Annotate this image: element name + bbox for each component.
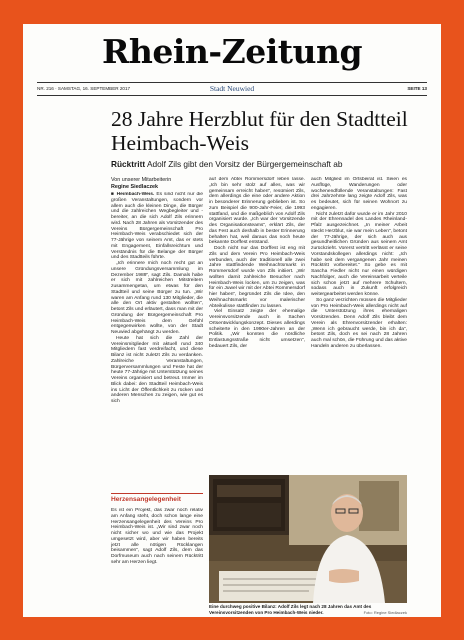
byline-author: Regine Siedlaczek [111,184,159,190]
issue-date: NR. 216 · SAMSTAG, 16. SEPTEMBER 2017 [37,86,131,91]
sidebar-heading: Herzensangelegenheit [111,496,181,503]
sidebar-rule [111,493,203,494]
paragraph: So ganz verzichten müssen die Mitglieder von Pro Heimbach-Weis allerdings nicht auf die Unterstützung ihres ehemaligen Vorsitzenden. Denn Adolf Zils bleibt dem Verein als Ehrenvorsitzender erhalten: „Wenn ich gebraucht werde, bin ich da“, betont Zils, doch es sei nach 28 Jahren auch mal schön, die Führung und das aktive Handeln anderen zu überlassen. [311,297,407,349]
section-name: Stadt Neuwied [209,84,255,93]
byline-line: Von unserer Mitarbeiterin [111,177,172,183]
portrait-photo [209,475,407,603]
paragraph: Es ist ein Projekt, das zwar noch relativ am Anfang steht, doch schon lange eine Herzensangelegenheit des Vereins Pro Heimbach-Weis ist. „Wir sind zwar noch nicht sicher wo und wie das Projekt umgesetzt wird, aber wir haben bereits jetzt alle nötigen Rücklangen beisammen“, sagt Adolf Zils, dem das Dorfmuseum auch nach seinem Rücktritt sehr am Herzen liegt. [111,508,203,565]
article-column-3 [311,177,407,469]
photo-illustration [209,475,407,603]
masthead: Rhein-Zeitung [101,32,363,71]
newspaper-page [23,24,441,617]
paragraph: Nicht zuletzt dafür wurde er im Jahr 2010 mit der Ehrennadel des Landes Rheinland-Pfalz ausgezeichnet. „In meiner Arbeit steckt Herzblut, sie war mein Leben“, betont der 77-Jährige, der sich auch aus gesundheitlichen Gründen aus seinem Amt zurückzieht. Vorerst vertritt verlässt er seine Vorstandskollegen allerdings nicht: „Ich habe seit dem vergangenen Jahr meinen Rücktritt vorbereitet.“ So gebe es mit Sascha Fiedler nicht nur einen würdigen Nachfolger, auch die Vereinsarbeit verteile sich schon jetzt auf mehrere Schultern, sodass auch in Zukunft erfolgreich weitergearbeitet werden könne. [311,211,407,297]
page-number: SEITE 13 [407,86,427,91]
article-column-1 [111,192,203,492]
dateline-place: ■ Heimbach-Weis. [111,192,155,197]
dateline [37,82,427,96]
kicker: Rücktritt [111,159,146,169]
subhead-text: Adolf Zils gibt den Vorsitz der Bürgergemeinschaft ab [146,159,343,169]
caption-text: Eine durchweg positive Bilanz: Adolf Zils legt nach 28 Jahren das Amt des Vereinsvorsitzenden von Pro Heimbach-Weis nieder. [209,604,372,615]
paragraph: Heute hat sich die Zahl der Vereinsmitglieder mit aktuell rund 340 Mitgliedern fast verdreifacht, und diese Bilanz ist nicht zuletzt Zils zu verdanken. Zahlreiche Veranstaltungen, Bürgerversammlungen und Feste hat der heute 77-Jährige mit Unterstützung seines Vereins organisiert und betreut. Immer im Blick dabei: den Stadtteil Heimbach-Weis ins Licht der Öffentlichkeit zu rücken und anderen Menschen zu zeigen, wie gut es sich [111,335,203,404]
subheadline [111,159,431,169]
sidebar-text [111,508,203,608]
headline: 28 Jahre Herzblut für den Stadtteil Heimbach-Weis [111,107,408,155]
paragraph: „Ich erinnere mich noch recht gut an unsere Gründungsversammlung im Dezember 1989“, sagt Zils. Damals habe er sich mit zahlreichen Mitstreitern zusammengetan, um etwas für den Stadtteil und seine Bürger zu tun. „Wir waren am Anfang rund 130 Mitglieder, die alle den Ort aktiv gestalten wollten“, betont Zils und erläutert, dass man mit der Gründung der Bürgergemeinschaft Pro Heimbach-Weis dem Gefühl entgegenwirken wollte, von der Stadt Neuwied abgehängt zu werden. [111,261,203,335]
paragraph: Viel Einsatz zeigte der ehemalige Vereinsvorsitzende auch in Sachen Ortsentwicklungskonzept. Dieses allerdings scheiterte in den 1990er-Jahren an der Politik. „Wir konnten die nördliche Entlastungsstraße nicht umsetzen“, bedauert Zils, der [209,309,305,349]
paragraph: Es sind nicht nur die großen Veranstaltungen, sondern vor allem auch die kleinen Dinge, die Bürger und die zahlreichen Wegbegleiter und -bereiter, an die sich Adolf Zils erinnern wird. Nach 28 Jahren als Vorsitzender des Vereins Bürgergemeinschaft Pro Heimbach-Weis verabschiedet sich der 77-Jährige von seinem Amt, das er stets mit Engagement, Einfallsreichtum und Verständnis für die Belange der Bürger und des Stadtteils führte. [111,192,203,261]
paragraph: Doch nicht nur das Dorffest ist eng mit Zils und dem Verein Pro Heimbach-Weis verbunden, auch der traditionell alle zwei Jahre stattfindende Weihnachtsmarkt in Rommersdorf wurde von Zils initiiert. „Wir wollten damit zahlreiche Besucher nach Heimbach-Weis locken, um zu zeigen, was für ein Juwel wir mit der Abtei Rommersdorf hier haben“, begründet Zils die Idee, den Weihnachtsmarkt vor malerischer Abteikulisse stattfinden zu lassen. [209,246,305,309]
paragraph: auch Mitglied im Ortsbeirat ist. Seien es Ausflüge, Wanderungen oder wochenendfüllende Veranstaltungen: Fast drei Jahrzehnte lang zeigte Adolf Zils, was es bedeutet, sich für seinen Wohnort zu engagieren. [311,177,407,211]
paragraph: auf dem Abtei Rommersdorf leben lasse. „Ich bin sehr stolz auf alles, was wir gemeinsam erreicht haben“, resümiert Zils, dem allerdings die eine oder andere Aktion in besonderer Erinnerung geblieben ist. So zum Beispiel die 900-Jahr-Feier, die 1993 stattfand, und die maßgeblich von Adolf Zils organisiert wurde. „Ich war der Vorsitzende des Organisationsteams“, erklärt Zils, der das Fest auch deshalb in bester Erinnerung behalten hat, weil daraus das noch heute bekannte Dorffest entstand. [209,177,305,246]
photo-credit: Foto: Regine Siedlaczek [363,610,407,615]
article-column-2 [209,177,305,469]
